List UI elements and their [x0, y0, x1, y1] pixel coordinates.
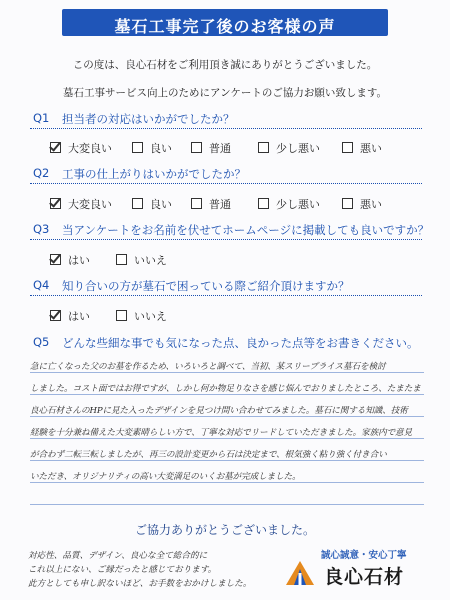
bottom-handwritten-line: これ以上にない、ご縁だったと感じております。 — [28, 565, 217, 575]
q2-option-normal[interactable]: 普通 — [191, 196, 231, 212]
checkbox-icon[interactable] — [342, 198, 353, 209]
bottom-handwritten-line: 此方としても申し訳ないほど、お手数をおかけしました。 — [28, 579, 252, 589]
checkbox-icon[interactable] — [50, 254, 61, 265]
checkbox-icon[interactable] — [191, 198, 202, 209]
q4-text: 知り合いの方が墓石で困っている際ご紹介頂けますか？ — [62, 279, 350, 293]
q1-underline — [30, 128, 422, 129]
q2-option-good[interactable]: 良い — [132, 196, 172, 212]
handwritten-comment-line: 急に亡くなった父のお墓を作るため、いろいろと調べて、当初、某スリープライス墓石を検討 — [30, 362, 386, 372]
q4-number: Q4 — [33, 278, 50, 292]
q3-text: 当アンケートをお名前を伏せてホームページに掲載しても良いですか？ — [62, 223, 430, 237]
q4-underline — [30, 295, 422, 296]
q5-text: どんな些細な事でも気になった点、良かった点等をお書きください。 — [62, 336, 419, 350]
handwritten-comment-line: しました。コスト面ではお得ですが、しかし何か物足りなさを感じ悩んでおりましたところ、たまたま — [30, 384, 421, 394]
page-title: 墓石工事完了後のお客様の声 — [114, 17, 336, 36]
title-banner — [62, 9, 388, 36]
mountain-logo-icon — [284, 557, 316, 589]
checkbox-icon[interactable] — [116, 254, 127, 265]
q5-number: Q5 — [33, 335, 50, 349]
q4-option-yes[interactable]: はい — [50, 308, 90, 324]
q3-underline — [30, 239, 422, 240]
q3-number: Q3 — [33, 222, 50, 236]
q3-option-yes[interactable]: はい — [50, 252, 90, 268]
q1-number: Q1 — [33, 111, 50, 125]
checkbox-icon[interactable] — [116, 310, 127, 321]
checkbox-icon[interactable] — [191, 142, 202, 153]
checkbox-icon[interactable] — [258, 198, 269, 209]
q4-option-no[interactable]: いいえ — [116, 308, 167, 324]
intro-line-2: 墓石工事サービス向上のためにアンケートのご協力お願い致します。 — [62, 87, 388, 99]
handwritten-comment-line: 良心石材さんのHPに見た入ったデザインを見つけ問い合わせてみました。墓石に関する知識、技術 — [30, 406, 408, 416]
comment-rule — [30, 394, 424, 395]
q1-option-bad[interactable]: 悪い — [342, 140, 382, 156]
handwritten-comment-line: 経験を十分兼ね備えた大変素晴らしい方で、丁寧な対応でリードしていただきました。家族内で意見 — [30, 428, 413, 438]
comment-rule — [30, 372, 424, 373]
checkbox-icon[interactable] — [50, 142, 61, 153]
checkbox-icon[interactable] — [258, 142, 269, 153]
logo-slogan: 誠心誠意・安心丁寧 — [321, 550, 407, 561]
q1-option-good[interactable]: 良い — [132, 140, 172, 156]
comment-rule — [30, 482, 424, 483]
checkbox-icon[interactable] — [50, 198, 61, 209]
q1-option-slightly-bad[interactable]: 少し悪い — [258, 140, 320, 156]
q2-underline — [30, 183, 422, 184]
intro-line-1: この度は、良心石材をご利用頂き誠にありがとうございました。 — [72, 59, 378, 71]
q2-text: 工事の仕上がりはいかがでしたか？ — [62, 167, 246, 181]
q1-option-normal[interactable]: 普通 — [191, 140, 231, 156]
handwritten-comment-line: いただき、オリジナリティの高い大変満足のいくお墓が完成しました。 — [30, 472, 301, 482]
checkbox-icon[interactable] — [132, 198, 143, 209]
bottom-handwritten-line: 対応性、品質、デザイン、良心な全て総合的に — [28, 551, 208, 561]
comment-rule — [30, 460, 424, 461]
q1-text: 担当者の対応はいかがでしたか？ — [62, 112, 235, 126]
thanks-message: ご協力ありがとうございました。 — [134, 523, 315, 537]
comment-rule — [30, 416, 424, 417]
company-logo — [284, 545, 424, 595]
q2-number: Q2 — [33, 166, 50, 180]
checkbox-icon[interactable] — [50, 310, 61, 321]
q2-option-slightly-bad[interactable]: 少し悪い — [258, 196, 320, 212]
handwritten-comment-line: が合わず二転三転しましたが、再三の設計変更から石は決定まで、根気強く粘り強く付き合い — [30, 450, 387, 460]
checkbox-icon[interactable] — [132, 142, 143, 153]
q2-option-bad[interactable]: 悪い — [342, 196, 382, 212]
q3-option-no[interactable]: いいえ — [116, 252, 167, 268]
q1-option-very-good[interactable]: 大変良い — [50, 140, 112, 156]
checkbox-icon[interactable] — [342, 142, 353, 153]
q2-option-very-good[interactable]: 大変良い — [50, 196, 112, 212]
comment-rule — [30, 438, 424, 439]
comment-rule — [30, 504, 424, 505]
logo-name: 良心石材 — [324, 566, 405, 588]
